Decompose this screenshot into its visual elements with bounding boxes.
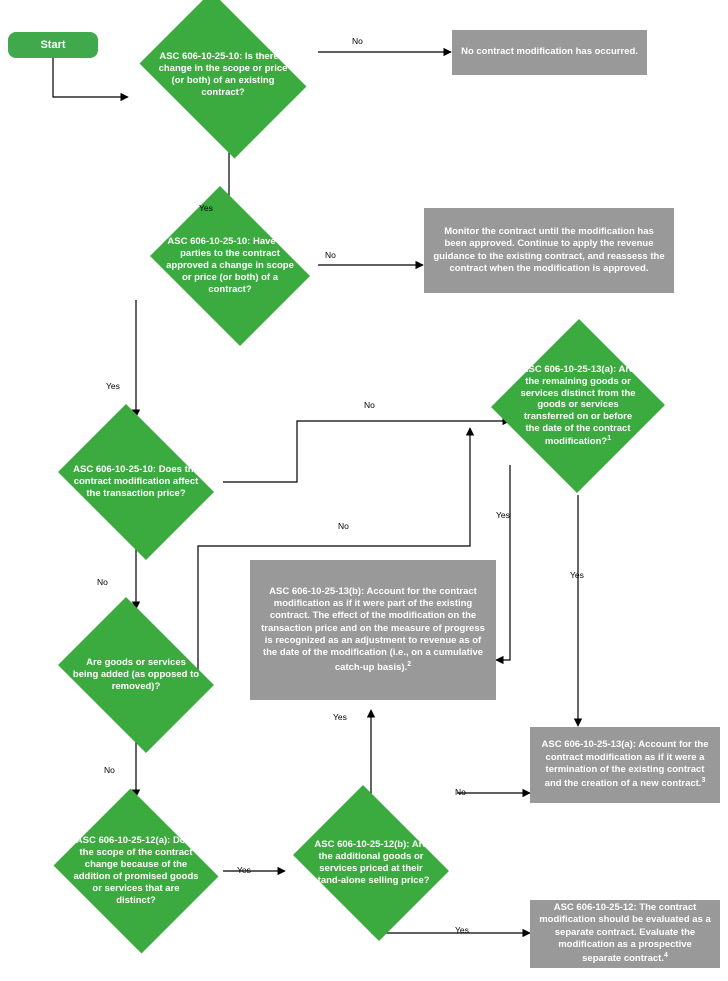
footnote-marker: 2 [407, 660, 412, 668]
decision-text: ASC 606-10-25-12(b): Are the additional goods or services priced at their stand-alone selling price? [312, 839, 430, 886]
outcome-text: Monitor the contract until the modification has been approved. Continue to apply the revenue guidance to the existing contract, and reassess the contract when the modification is approved. [433, 225, 665, 274]
outcome-part-of-existing-contract [250, 560, 496, 700]
edge-label-yes-3: No [97, 577, 108, 587]
decision-node-parties-approved-change [140, 196, 320, 336]
footnote-marker: 1 [607, 435, 612, 443]
outcome-separate-contract [530, 900, 720, 968]
decision-node-affects-transaction-price [48, 414, 224, 550]
decision-node-change-in-scope-or-price [128, 3, 318, 147]
decision-text: ASC 606-10-25-10: Does the contract modification affect the transaction price? [73, 464, 199, 499]
edge-label-no-7: No [455, 787, 466, 797]
decision-text: ASC 606-10-25-10: Is there a change in the scope or price (or both) of an existing contract? [158, 51, 288, 98]
edge-label-yes-6: Yes [237, 865, 251, 875]
edge-label-yes-5: No [104, 765, 115, 775]
edge-label-yes-4: Yes [570, 570, 584, 580]
edge-label-yes-1: Yes [199, 203, 213, 213]
start-node [8, 32, 98, 58]
decision-text: ASC 606-10-25-13(a): Are the remaining goods or services distinct from the goods or services transferred on or before the date of the contract modification?$^1$ [520, 363, 636, 448]
outcome-termination-and-new-contract [530, 727, 720, 803]
edge-label-no-2: No [325, 250, 336, 260]
edge-label-no-3: No [364, 400, 375, 410]
edge-label-no-1: No [352, 36, 363, 46]
outcome-text: ASC 606-10-25-12: The contract modification should be evaluated as a separate contract. Evaluate the modification as a prospective separate contract.$^4$ [539, 902, 711, 965]
edge-label-no-6: Yes [333, 712, 347, 722]
outcome-text: No contract modification has occurred. [461, 46, 638, 58]
footnote-marker: 3 [701, 777, 706, 785]
decision-text: Are goods or services being added (as opposed to removed)? [72, 657, 200, 692]
footnote-marker: 4 [663, 952, 668, 960]
decision-node-goods-added-or-removed [48, 607, 224, 743]
outcome-text: ASC 606-10-25-13(b): Account for the contract modification as if it were part of the existing contract. The effect of the modification on the transaction price and on the measure of progress is recognized as an adjustment to revenue as of the date of the modification (i.e., on a cumulative catch-up basis).$^2$ [261, 585, 485, 673]
outcome-text: ASC 606-10-25-13(a): Account for the contract modification as if it were a termination of the existing contract and the creation of a new contract.$^3$ [541, 739, 709, 790]
edge-label-yes-7: Yes [455, 925, 469, 935]
decision-text: ASC 606-10-25-12(a): Does the scope of the contract change because of the addition of promised goods or services that are distinct? [73, 835, 199, 906]
decision-node-remaining-goods-distinct [492, 318, 664, 494]
start-label: Start [40, 39, 66, 51]
outcome-monitor-contract [424, 208, 674, 293]
edge-label-yes-2: Yes [106, 381, 120, 391]
decision-text: ASC 606-10-25-10: Have the parties to the contract approved a change in scope or price (or both) of a contract? [166, 236, 294, 295]
edge-label-no-5: Yes [496, 510, 510, 520]
outcome-no-contract-modification [452, 30, 647, 75]
decision-node-standalone-selling-price [285, 793, 457, 933]
decision-node-scope-change-distinct-goods [48, 794, 224, 948]
edge-label-no-4: No [338, 521, 349, 531]
